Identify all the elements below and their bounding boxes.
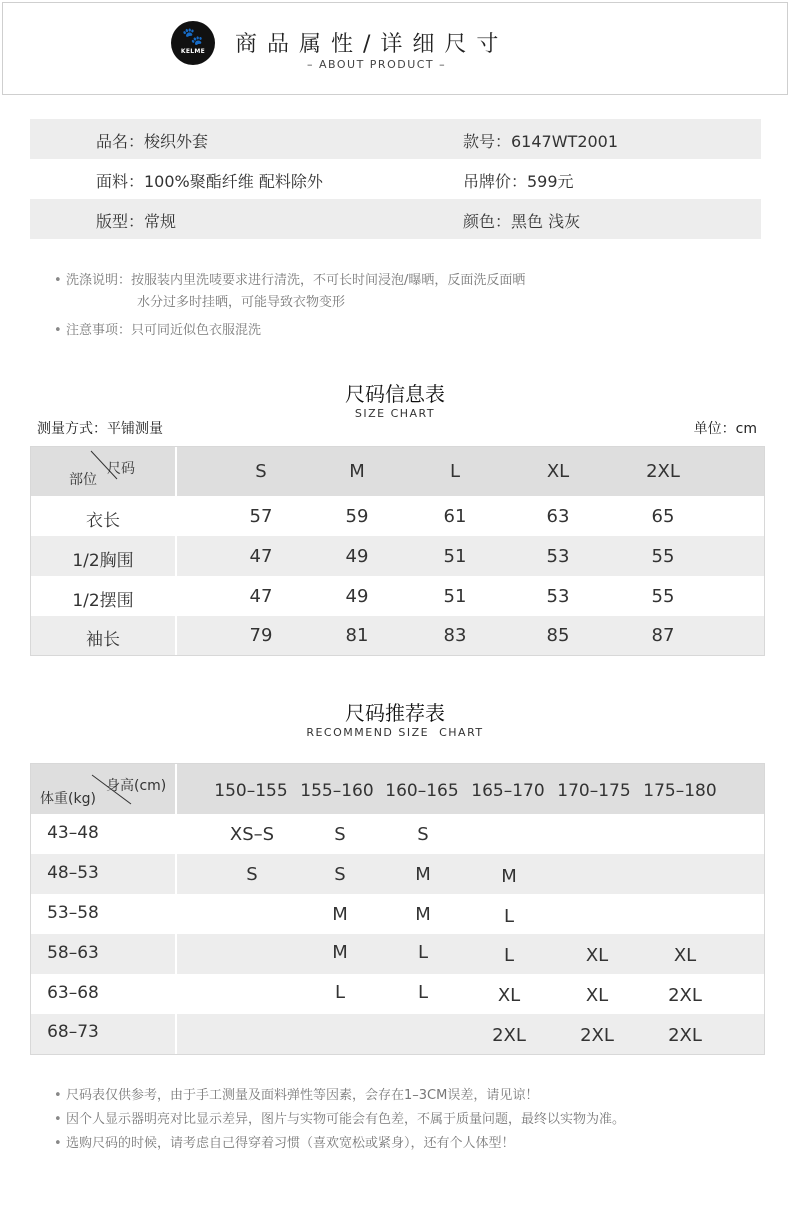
table-row — [31, 814, 764, 854]
table-cell: M — [332, 904, 348, 925]
column-divider — [175, 536, 177, 576]
kelme-logo — [171, 21, 215, 65]
row-label: 衣长 — [86, 511, 120, 531]
corner-size-label: 尺码 — [107, 461, 135, 477]
paw-icon: 🐾 — [182, 27, 204, 47]
recommend-chart-title: 尺码推荐表 — [345, 701, 445, 725]
table-cell: 49 — [345, 586, 369, 607]
table-cell: 2XL — [492, 1025, 526, 1046]
column-divider — [175, 447, 177, 496]
size-chart-table — [30, 446, 765, 656]
attributes-table — [30, 119, 761, 239]
table-cell: 87 — [651, 625, 675, 646]
table-cell: 79 — [249, 625, 273, 646]
row-label: 1/2摆围 — [72, 591, 134, 611]
size-header-cell: M — [349, 461, 365, 482]
column-divider — [175, 854, 177, 894]
table-cell: 61 — [443, 506, 467, 527]
table-cell: 55 — [651, 586, 675, 607]
table-cell: L — [334, 982, 346, 1003]
footnotes — [54, 1084, 625, 1156]
column-divider — [175, 894, 177, 934]
attribute-price: 吊牌价：599元 — [463, 172, 574, 191]
table-cell: 55 — [651, 546, 675, 567]
table-cell: 2XL — [580, 1025, 614, 1046]
table-row — [31, 496, 764, 536]
table-cell: S — [417, 824, 429, 845]
column-divider — [175, 576, 177, 616]
row-label: 68–73 — [47, 1022, 99, 1042]
table-cell: 2XL — [668, 985, 702, 1006]
table-cell: L — [503, 906, 515, 927]
size-header-cell: L — [449, 461, 461, 482]
row-label: 63–68 — [47, 983, 99, 1003]
size-chart-title: 尺码信息表 — [345, 382, 445, 406]
table-cell: L — [417, 942, 429, 963]
size-chart-subtitle: SIZE CHART — [354, 407, 436, 420]
table-cell: 2XL — [668, 1025, 702, 1046]
table-cell: XL — [585, 945, 609, 966]
recommend-chart-subtitle: RECOMMEND SIZE CHART — [306, 726, 484, 739]
table-cell: M — [332, 942, 348, 963]
column-divider — [175, 814, 177, 854]
table-cell: M — [415, 904, 431, 925]
corner-height-label: 身高(cm) — [106, 778, 167, 794]
table-cell: 81 — [345, 625, 369, 646]
table-cell: 85 — [546, 625, 570, 646]
table-cell: S — [246, 864, 258, 885]
table-cell: L — [503, 945, 515, 966]
column-divider — [175, 764, 177, 814]
table-cell: XS–S — [229, 824, 275, 845]
measure-method: 测量方式：平铺测量 — [37, 421, 163, 437]
table-cell: 51 — [443, 546, 467, 567]
height-header-cell: 175–180 — [643, 781, 717, 801]
size-header-row — [31, 447, 764, 496]
table-row — [31, 576, 764, 616]
table-row — [31, 536, 764, 576]
column-divider — [175, 496, 177, 536]
wash-instructions — [54, 270, 525, 314]
column-divider — [175, 934, 177, 974]
table-cell: 65 — [651, 506, 675, 527]
table-cell: 47 — [249, 546, 273, 567]
row-label: 53–58 — [47, 903, 99, 923]
table-row — [31, 934, 764, 974]
table-cell: 63 — [546, 506, 570, 527]
size-header-cell: 2XL — [646, 461, 680, 482]
table-row — [31, 974, 764, 1014]
attribute-color: 颜色：黑色 浅灰 — [463, 212, 581, 231]
height-header-cell: 150–155 — [214, 781, 288, 801]
table-cell: 59 — [345, 506, 369, 527]
table-cell: M — [415, 864, 431, 885]
brand-text: KELME — [180, 48, 206, 55]
row-label: 袖长 — [86, 630, 120, 650]
column-divider — [175, 1014, 177, 1054]
height-header-cell: 165–170 — [471, 781, 545, 801]
table-row — [31, 894, 764, 934]
attribute-fabric: 面料：100%聚酯纤维 配料除外 — [96, 172, 323, 191]
attribute-row — [30, 119, 761, 159]
table-cell: S — [334, 824, 346, 845]
column-divider — [175, 616, 177, 655]
row-label: 1/2胸围 — [72, 551, 134, 571]
table-cell: XL — [673, 945, 697, 966]
table-cell: 49 — [345, 546, 369, 567]
table-row — [31, 616, 764, 655]
table-cell: L — [417, 982, 429, 1003]
attribute-row — [30, 199, 761, 239]
table-cell: 47 — [249, 586, 273, 607]
wash-line-1: 洗涤说明：按服装内里洗唛要求进行清洗，不可长时间浸泡/曝晒，反面洗反面晒 — [66, 273, 526, 288]
size-header-cell: XL — [546, 461, 570, 482]
wash-line-2: 水分过多时挂晒，可能导致衣物变形 — [137, 295, 346, 310]
table-row — [31, 854, 764, 894]
product-attributes-header — [2, 2, 788, 95]
size-header-cell: S — [255, 461, 267, 482]
table-cell: XL — [497, 985, 521, 1006]
footnote: • 尺码表仅供参考，由于手工测量及面料弹性等因素，会存在1–3CM误差，请见谅！ — [54, 1084, 625, 1108]
height-header-cell: 170–175 — [557, 781, 631, 801]
table-row — [31, 1014, 764, 1054]
unit-label: 单位：cm — [693, 421, 757, 437]
table-cell: XL — [585, 985, 609, 1006]
attribute-fit: 版型：常规 — [96, 212, 177, 231]
height-header-cell: 160–165 — [385, 781, 459, 801]
attribute-name: 品名：梭织外套 — [96, 132, 209, 151]
footnote: • 因个人显示器明亮对比显示差异，图片与实物可能会有色差，不属于质量问题，最终以实物为准。 — [54, 1108, 625, 1132]
table-cell: S — [334, 864, 346, 885]
table-cell: 53 — [546, 546, 570, 567]
attribute-style-number: 款号：6147WT2001 — [463, 132, 619, 151]
footnote: • 选购尺码的时候，请考虑自己得穿着习惯（喜欢宽松或紧身），还有个人体型！ — [54, 1132, 625, 1156]
row-label: 48–53 — [47, 863, 99, 883]
column-divider — [175, 974, 177, 1014]
attribute-row — [30, 159, 761, 199]
row-label: 43–48 — [47, 823, 99, 843]
corner-diagonal — [31, 447, 175, 496]
row-label: 58–63 — [47, 943, 99, 963]
table-cell: 57 — [249, 506, 273, 527]
recommend-table — [30, 763, 765, 1055]
table-cell: 83 — [443, 625, 467, 646]
corner-weight-label: 体重(kg) — [40, 791, 96, 807]
header-title: 商品属性/详细尺寸 — [235, 32, 509, 57]
height-header-cell: 155–160 — [300, 781, 374, 801]
table-cell: 53 — [546, 586, 570, 607]
header-subtitle: – ABOUT PRODUCT – — [307, 58, 447, 71]
care-notes — [54, 270, 525, 342]
attention-note: • 注意事项：只可同近似色衣服混洗 — [54, 320, 525, 342]
table-cell: M — [501, 866, 517, 887]
table-cell: 51 — [443, 586, 467, 607]
corner-part-label: 部位 — [69, 472, 97, 488]
height-header-row — [31, 764, 764, 814]
